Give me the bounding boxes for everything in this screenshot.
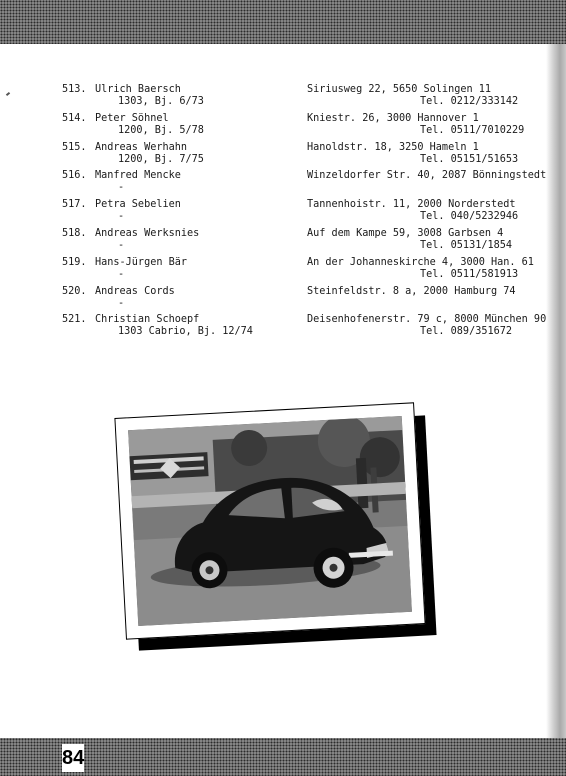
list-item — [0, 84, 566, 113]
member-name: Ulrich Baersch — [95, 84, 181, 95]
member-name: Petra Sebelien — [95, 199, 181, 211]
telephone: Tel. 05151/51653 — [420, 153, 519, 165]
car-info: 1200, Bj. 7/75 — [118, 153, 204, 165]
member-name: Andreas Werksnies — [95, 227, 200, 239]
address: Deisenhofenerstr. 79 c, 8000 München 90 — [307, 314, 547, 326]
list-item — [0, 170, 566, 199]
page-number: 84 — [62, 744, 84, 772]
member-name: Andreas Werhahn — [95, 141, 188, 153]
address: Siriusweg 22, 5650 Solingen 11 — [307, 84, 492, 95]
list-item — [0, 199, 566, 228]
address: Auf dem Kampe 59, 3008 Garbsen 4 — [307, 227, 504, 239]
entry-number: 520. — [62, 285, 87, 297]
list-item — [0, 113, 566, 142]
address: Kniestr. 26, 3000 Hannover 1 — [307, 112, 479, 124]
telephone: Tel. 0511/581913 — [420, 268, 519, 280]
entry-number: 519. — [62, 256, 87, 268]
car-info: - — [118, 211, 125, 223]
member-name: Hans-Jürgen Bär — [95, 256, 188, 268]
car-photo — [128, 416, 412, 626]
car-photo-frame — [114, 402, 425, 639]
car-info: - — [118, 239, 125, 251]
address: Tannenhoistr. 11, 2000 Norderstedt — [307, 199, 516, 211]
entry-number: 515. — [62, 141, 87, 153]
car-info: - — [118, 297, 125, 309]
telephone: Tel. 089/351672 — [420, 326, 513, 338]
list-item — [0, 228, 566, 257]
entry-number: 517. — [62, 199, 87, 211]
address: An der Johanneskirche 4, 3000 Han. 61 — [307, 256, 534, 268]
top-halftone-band — [0, 0, 566, 44]
entry-number: 518. — [62, 227, 87, 239]
car-info: - — [118, 182, 125, 194]
entry-number: 516. — [62, 170, 87, 182]
car-info: 1303, Bj. 6/73 — [118, 96, 204, 107]
address: Winzeldorfer Str. 40, 2087 Bönningstedt — [307, 170, 547, 182]
car-info: - — [118, 268, 125, 280]
member-name: Manfred Mencke — [95, 170, 181, 182]
member-name: Peter Söhnel — [95, 112, 169, 124]
entry-number: 521. — [62, 314, 87, 326]
list-item — [0, 286, 566, 315]
entry-number: 514. — [62, 112, 87, 124]
member-name: Andreas Cords — [95, 285, 175, 297]
list-item — [0, 314, 566, 343]
address: Hanoldstr. 18, 3250 Hameln 1 — [307, 141, 479, 153]
list-item — [0, 142, 566, 171]
entry-number: 513. — [62, 84, 87, 95]
car-info: 1303 Cabrio, Bj. 12/74 — [118, 326, 253, 338]
bottom-halftone-band — [0, 738, 566, 776]
telephone: Tel. 0511/7010229 — [420, 124, 525, 136]
telephone: Tel. 0212/333142 — [420, 96, 519, 107]
telephone: Tel. 05131/1854 — [420, 239, 513, 251]
telephone: Tel. 040/5232946 — [420, 211, 519, 223]
member-list — [0, 84, 566, 343]
member-name: Christian Schoepf — [95, 314, 200, 326]
address: Steinfeldstr. 8 a, 2000 Hamburg 74 — [307, 285, 516, 297]
car-info: 1200, Bj. 5/78 — [118, 124, 204, 136]
vw-beetle-illustration — [128, 416, 412, 626]
list-item — [0, 257, 566, 286]
